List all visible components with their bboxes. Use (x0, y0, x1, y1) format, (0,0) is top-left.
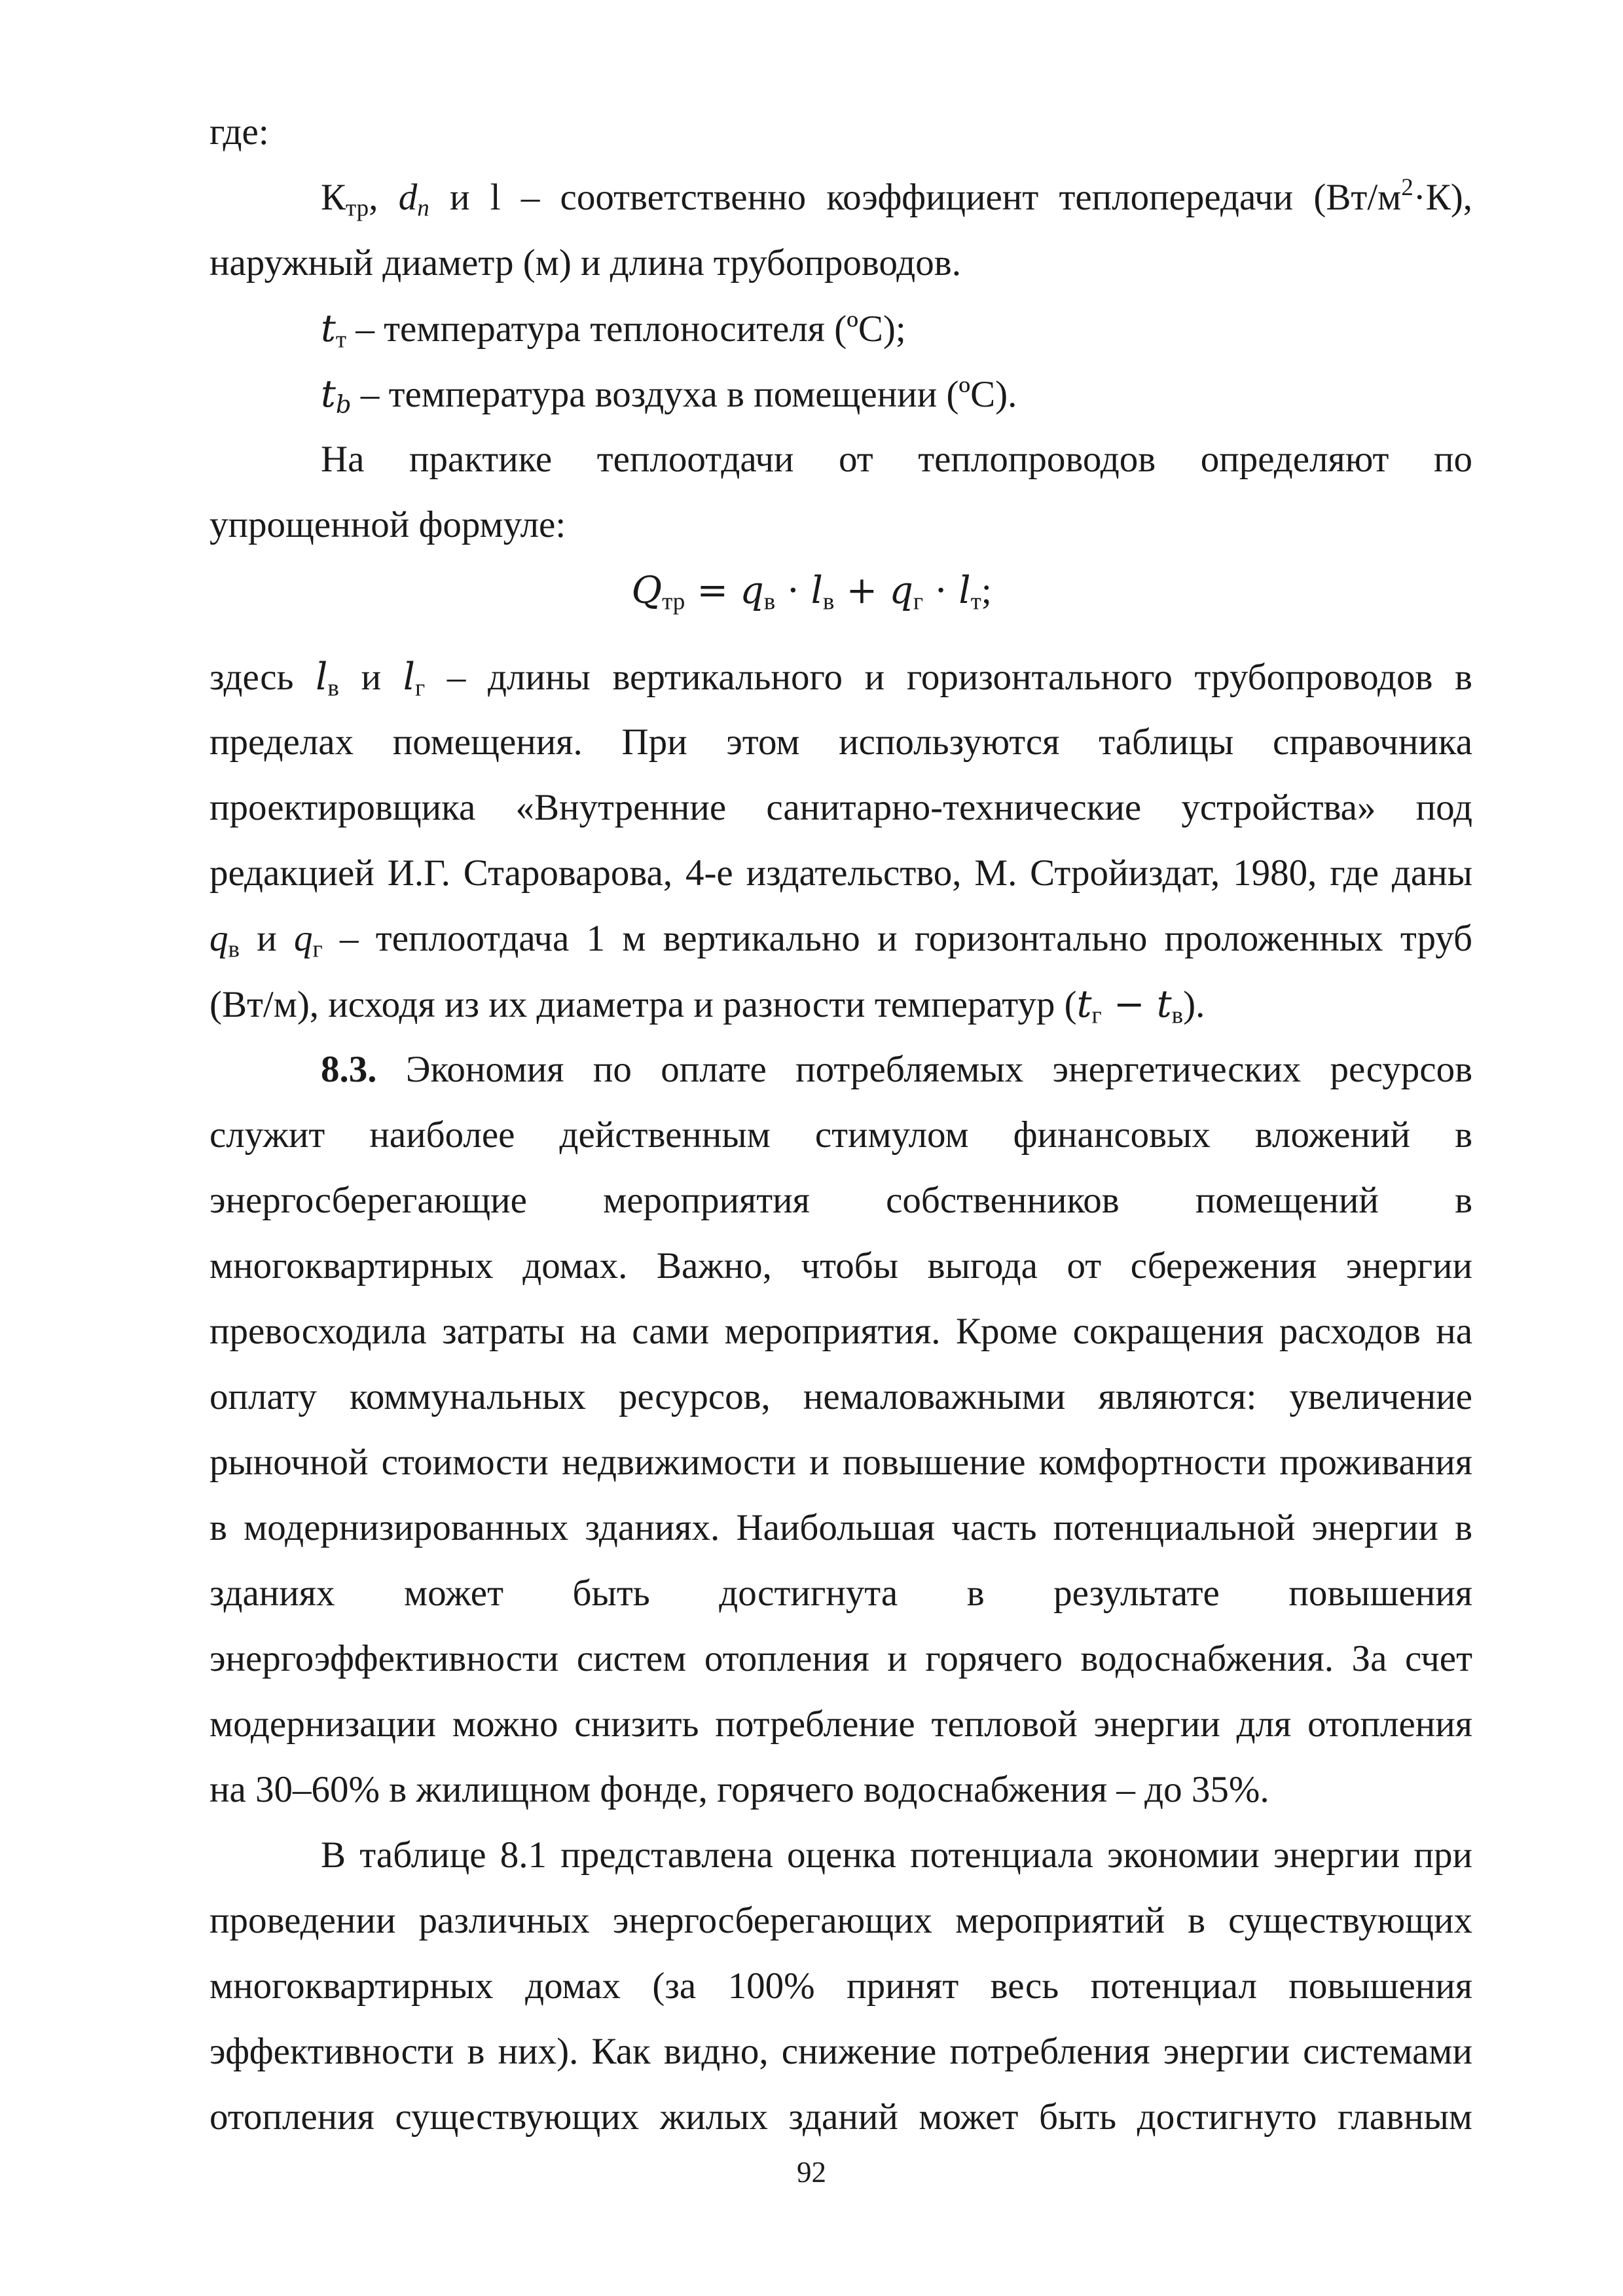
text-line-content: – длины вертикального и горизонтального трубопроводов в (425, 657, 1472, 698)
text-line (210, 1964, 1472, 2009)
math-var: l (811, 569, 823, 612)
text-line (210, 1768, 1472, 1812)
math-var: l (403, 655, 415, 699)
text-line-content: отопления существующих жилых зданий может быть достигнуто главным (210, 2096, 1472, 2138)
subscript: т (335, 326, 347, 354)
text-line-content: проектировщика «Внутренние санитарно-технические устройства» под (210, 787, 1472, 828)
subscript: тр (346, 194, 369, 222)
math-op: · (923, 569, 959, 612)
text-line-content: служит наиболее действенным стимулом финансовых вложений в (210, 1114, 1472, 1156)
text-line (210, 1899, 1472, 1943)
text-line-content: В таблице 8.1 представлена оценка потенциала экономии энергии при (321, 1834, 1472, 1876)
text-line-content: многоквартирных домах. Важно, чтобы выгода от сбережения энергии (210, 1245, 1472, 1286)
text-and: и (240, 918, 295, 959)
math-op: + (834, 569, 890, 612)
text-line (321, 372, 1472, 417)
text-line (210, 917, 1472, 961)
math-var: q (740, 569, 764, 612)
text-line-content: – теплоотдача 1 м вертикально и горизонтально проложенных труб (322, 918, 1472, 959)
text-here: здесь (210, 657, 316, 698)
math-op: · (775, 569, 811, 612)
math-op: ; (981, 570, 992, 611)
text-k: К (321, 177, 346, 218)
text-line (321, 175, 1472, 220)
text-line (210, 720, 1472, 765)
subscript: г (913, 588, 924, 615)
text-line (210, 1113, 1472, 1157)
text-line (321, 306, 1472, 352)
text-line-content: проведении различных энергосберегающих мероприятий в существующих (210, 1900, 1472, 1941)
text-line-content: На практике теплоотдачи от теплопроводов определяют по (321, 439, 1472, 480)
math-var: t (1076, 983, 1092, 1026)
text-line-content: многоквартирных домах (за 100% принят весь потенциал повышения (210, 1965, 1472, 2007)
text-line (210, 1571, 1472, 1616)
text-line (210, 655, 1472, 700)
text-line (210, 2095, 1472, 2140)
math-var: l (316, 655, 328, 699)
text-definition: и l – соответственно коэффициент теплопередачи (Вт/м (429, 177, 1402, 218)
math-var: Q (631, 569, 663, 612)
math-var: t (321, 307, 336, 350)
text-line-content: энергоэффективности систем отопления и горячего водоснабжения. За счет (210, 1638, 1472, 1679)
text-comma: , (369, 177, 399, 218)
text-line (210, 1637, 1472, 1681)
page-number: 92 (797, 2156, 826, 2189)
text-line (210, 1506, 1472, 1550)
text-line-content: эффективности в них). Как видно, снижение потребления энергии системами (210, 2031, 1472, 2072)
math-var: t (1156, 983, 1172, 1026)
math-var: q (294, 918, 313, 959)
subscript: т (970, 588, 981, 615)
text-where: где: (210, 111, 269, 153)
subscript: г (1091, 1002, 1102, 1029)
text-line (210, 503, 1472, 547)
math-var: t (321, 373, 336, 416)
math-op: − (1101, 983, 1157, 1026)
text-line-content: зданиях может быть достигнута в результате повышения (210, 1573, 1472, 1614)
math-var: q (889, 569, 913, 612)
text-line-content: энергосберегающие мероприятия собственников помещений в (210, 1180, 1472, 1221)
text-line-content: пределах помещения. При этом используются таблицы справочника (210, 721, 1472, 763)
text-line-content: наружный диаметр (м) и длина трубопроводов. (210, 242, 961, 283)
subscript: n (417, 194, 429, 222)
math-var: l (958, 569, 971, 612)
text-line (210, 241, 1472, 285)
text-line (210, 1309, 1472, 1354)
math-op: = (685, 569, 740, 612)
subscript: тр (662, 588, 685, 615)
text-line (321, 1833, 1472, 1878)
text-line (210, 1178, 1472, 1223)
subscript: в (763, 588, 776, 615)
section-number: 8.3. (321, 1049, 377, 1090)
text-line-content: на 30–60% в жилищном фонде, горячего водоснабжения – до 35%. (210, 1769, 1269, 1810)
text-definition: – температура воздуха в помещении (ºС). (351, 374, 1017, 415)
subscript: в (228, 936, 240, 963)
text-line (210, 1244, 1472, 1288)
text-line (321, 437, 1472, 482)
superscript: 2 (1401, 173, 1413, 201)
text-definition: – температура теплоносителя (ºС); (346, 308, 906, 350)
subscript: b (335, 390, 352, 419)
text-line (210, 2030, 1472, 2074)
subscript: в (822, 588, 835, 615)
text-unit: ·К), (1413, 177, 1472, 218)
text-line (321, 1048, 1472, 1092)
text-line (210, 982, 1472, 1027)
subscript: в (1171, 1002, 1184, 1029)
text-line (210, 1375, 1472, 1419)
formula (0, 568, 1623, 613)
text-line-content: оплату коммунальных ресурсов, немаловажными являются: увеличение (210, 1376, 1472, 1417)
text-line (210, 851, 1472, 896)
text-line-content: упрощенной формуле: (210, 504, 566, 545)
text-line-content: в модернизированных зданиях. Наибольшая часть потенциальной энергии в (210, 1507, 1472, 1548)
subscript: в (327, 674, 339, 702)
text-line (210, 110, 1472, 155)
text-line-content: (Вт/м), исходя из их диаметра и разности температур ( (210, 984, 1077, 1025)
text-line (210, 786, 1472, 830)
text-line (210, 1702, 1472, 1747)
subscript: г (312, 936, 323, 963)
text-line-content: модернизации можно снизить потребление тепловой энергии для отопления (210, 1704, 1472, 1745)
text-line-content: Экономия по оплате потребляемых энергетических ресурсов (376, 1049, 1472, 1090)
math-var: d (398, 177, 418, 218)
math-var: q (210, 918, 228, 959)
text-and: и (338, 657, 403, 698)
text-line-content: редакцией И.Г. Староварова, 4-е издательство, М. Стройиздат, 1980, где даны (210, 852, 1472, 894)
subscript: г (414, 674, 426, 702)
text-line-content: рыночной стоимости недвижимости и повышение комфортности проживания (210, 1442, 1472, 1483)
text-line (210, 1440, 1472, 1485)
text-line-content: превосходила затраты на сами мероприятия. Кроме сокращения расходов на (210, 1311, 1472, 1352)
text-close: ). (1183, 984, 1205, 1025)
